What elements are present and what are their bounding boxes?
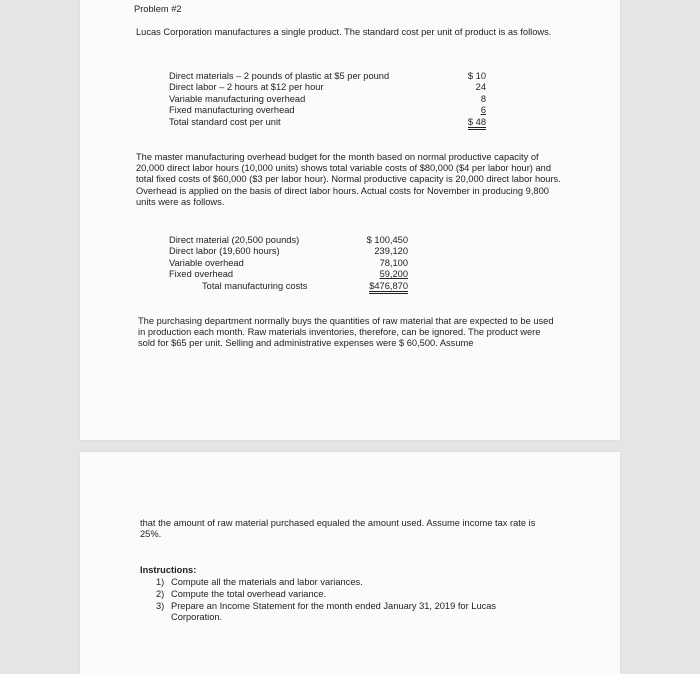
- std-cost-amount: 6: [480, 105, 486, 115]
- problem-title: Problem #2: [134, 4, 182, 14]
- actual-cost-total-label: Total manufacturing costs: [202, 281, 308, 291]
- std-cost-amount: 24: [475, 82, 486, 92]
- actual-cost-label: Variable overhead: [169, 258, 244, 268]
- std-cost-label: Direct materials – 2 pounds of plastic at $5 per pound: [169, 71, 390, 81]
- actual-cost-label: Direct material (20,500 pounds): [169, 235, 300, 245]
- std-cost-label: Direct labor – 2 hours at $12 per hour: [169, 82, 324, 92]
- actual-cost-amount: 78,100: [379, 258, 408, 268]
- actual-cost-amount: 239,120: [374, 246, 408, 256]
- instruction-text: Prepare an Income Statement for the month ended January 31, 2019 for Lucas Corporation.: [171, 601, 497, 623]
- purchasing-paragraph: The purchasing department normally buys the quantities of raw material that are expected to be used in production each month. Raw materials inventories, therefore, can be ignored. The product were sold for $65 per unit. Selling and administrative expenses were $ 60,500. Assume: [138, 316, 554, 349]
- instruction-number: 2): [156, 589, 165, 599]
- actual-cost-label: Direct labor (19,600 hours): [169, 246, 280, 256]
- budget-paragraph: The master manufacturing overhead budget for the month based on normal productive capacity of 20,000 direct labor hours (10,000 units) shows total variable costs of $80,000 ($4 per labor hour) and total fixed costs of $60,000 ($3 per labor hour). Normal productive capacity is 20,000 direct labor hours. Overhead is applied on the basis of direct labor hours. Actual costs for November in producing 9,800 units were as follows.: [136, 152, 561, 207]
- std-cost-total-label: Total standard cost per unit: [169, 117, 281, 127]
- intro-paragraph: Lucas Corporation manufactures a single product. The standard cost per unit of product is as follows.: [136, 27, 552, 37]
- continuation-paragraph: that the amount of raw material purchased equaled the amount used. Assume income tax rate is 25%.: [140, 518, 536, 540]
- std-cost-label: Fixed manufacturing overhead: [169, 105, 295, 115]
- std-cost-total-amount: $ 48: [468, 117, 486, 130]
- std-cost-amount: $ 10: [467, 71, 486, 81]
- actual-cost-amount: $ 100,450: [366, 235, 408, 245]
- actual-cost-total-amount: $476,870: [369, 281, 408, 294]
- std-cost-amount: 8: [480, 94, 486, 104]
- actual-cost-amount: 59,200: [379, 269, 408, 279]
- actual-cost-label: Fixed overhead: [169, 269, 234, 279]
- instruction-text: Compute the total overhead variance.: [171, 589, 327, 599]
- instructions-heading: Instructions:: [140, 565, 197, 575]
- document-page-2: [80, 452, 620, 674]
- instruction-text: Compute all the materials and labor variances.: [171, 577, 363, 587]
- instruction-number: 3): [156, 601, 165, 611]
- std-cost-total-wrap: [450, 117, 486, 128]
- instruction-number: 1): [156, 577, 165, 587]
- document-page-1: [80, 0, 620, 440]
- std-cost-label: Variable manufacturing overhead: [169, 94, 306, 104]
- actual-cost-total-wrap: [350, 281, 408, 292]
